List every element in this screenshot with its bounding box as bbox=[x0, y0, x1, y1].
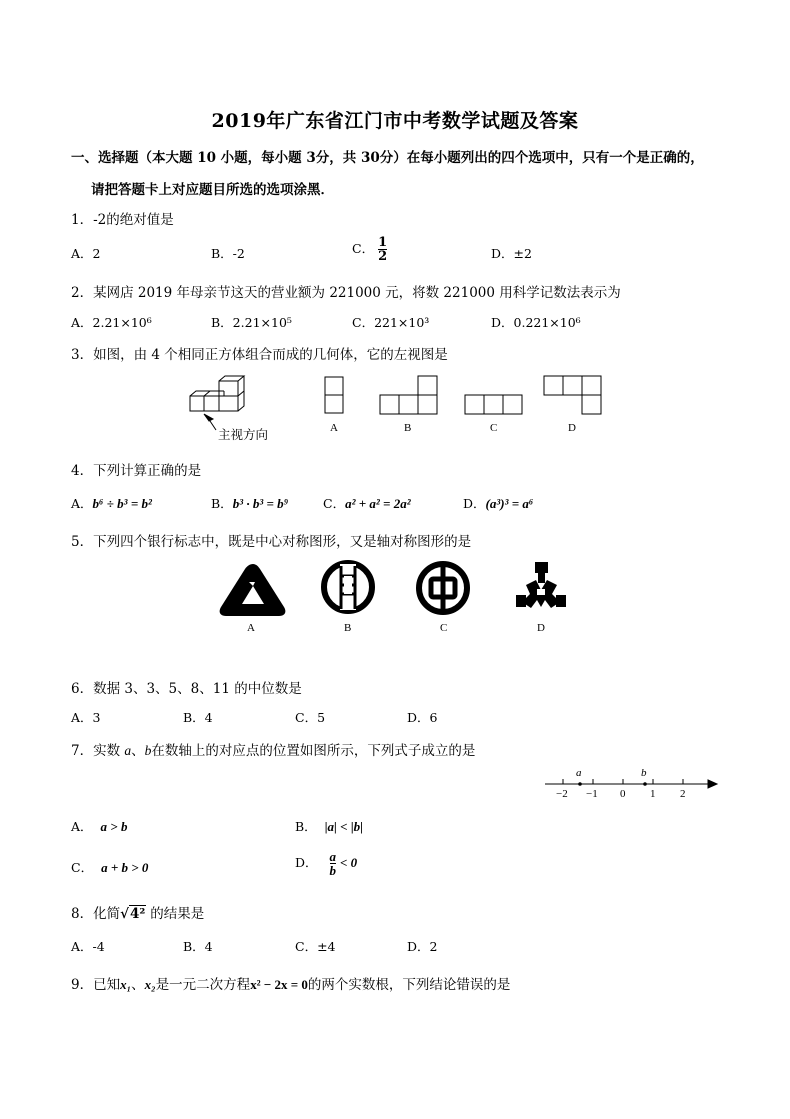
q5-label-a: A bbox=[247, 622, 255, 634]
fraction-denominator: b bbox=[329, 863, 337, 878]
q8-stem-post: 的结果是 bbox=[150, 906, 205, 922]
q1-stem: 1．-2的绝对值是 bbox=[71, 212, 174, 228]
q9-sep: 、 bbox=[131, 977, 145, 993]
q9-stem-post: 的两个实数根，下列结论错误的是 bbox=[307, 977, 511, 993]
q1-option-c-prefix: C． bbox=[352, 241, 375, 256]
page-title: 2019年广东省江门市中考数学试题及答案 bbox=[211, 110, 579, 132]
q2-option-d: D．0.221×10⁶ bbox=[491, 315, 581, 330]
section-heading-cont: 请把答题卡上对应题目所选的选项涂黑． bbox=[91, 182, 334, 198]
q7-var-b: b bbox=[144, 743, 152, 758]
q9-mid: 是一元二次方程 bbox=[155, 977, 251, 993]
q7-option-a-prefix: A． bbox=[71, 819, 93, 834]
q9-x1: x₁ bbox=[120, 977, 132, 992]
q2-option-a: A．2.21×10⁶ bbox=[71, 315, 152, 330]
q5-stem: 5．下列四个银行标志中，既是中心对称图形，又是轴对称图形的是 bbox=[71, 534, 472, 550]
q1-option-d: D．±2 bbox=[491, 246, 532, 261]
section-heading: 一、选择题（本大题 10 小题，每小题 3分，共 30分）在每小题列出的四个选项中，只有一个是正确的， bbox=[71, 150, 704, 166]
number-line-point-a: a bbox=[576, 767, 582, 779]
q7-stem-post: 在数轴上的对应点的位置如图所示，下列式子成立的是 bbox=[151, 743, 476, 759]
q6-option-d: D．6 bbox=[407, 710, 438, 725]
q4-option-d-prefix: D． bbox=[463, 496, 486, 511]
q8-option-d: D．2 bbox=[407, 939, 438, 954]
q7-option-c-prefix: C． bbox=[71, 860, 94, 875]
axis-tick-2: 2 bbox=[680, 788, 686, 800]
q7-option-d-rest: < 0 bbox=[340, 855, 358, 870]
q7-option-d-prefix: D． bbox=[295, 855, 318, 870]
q9-stem bbox=[71, 973, 510, 993]
q7-option-c bbox=[71, 858, 148, 876]
q7-sep: 、 bbox=[131, 743, 145, 759]
q2-option-c: C．221×10³ bbox=[352, 315, 430, 330]
q4-option-a-prefix: A． bbox=[71, 496, 93, 511]
q5-label-d: D bbox=[537, 622, 545, 634]
q4-option-a-expr: b⁶ ÷ b³ = b² bbox=[92, 496, 152, 511]
q3-label-d: D bbox=[568, 422, 576, 434]
point-b-marker bbox=[643, 782, 647, 786]
q6-option-a: A．3 bbox=[71, 710, 101, 725]
q5-label-b: B bbox=[344, 622, 352, 634]
front-view-label: 主视方向 bbox=[218, 427, 269, 442]
q6-option-c: C．5 bbox=[295, 710, 326, 725]
axis-tick-1: 1 bbox=[650, 788, 656, 800]
q3-label-a: A bbox=[330, 422, 338, 434]
axis-tick-neg2: −2 bbox=[556, 788, 568, 800]
q7-option-a-expr: a > b bbox=[100, 819, 128, 834]
q4-option-d-expr: (a³)³ = a⁶ bbox=[485, 496, 534, 511]
fraction-denominator: 2 bbox=[378, 249, 388, 264]
q6-stem: 6．数据 3、3、5、8、11 的中位数是 bbox=[71, 681, 302, 697]
q7-option-b bbox=[295, 817, 363, 835]
q3-label-b: B bbox=[404, 422, 412, 434]
q3-stem: 3．如图，由 4 个相同正方体组合而成的几何体，它的左视图是 bbox=[71, 347, 448, 363]
q1-option-b: B．-2 bbox=[211, 246, 245, 261]
q7-option-b-expr: |a| < |b| bbox=[324, 819, 364, 834]
q7-option-c-expr: a + b > 0 bbox=[101, 860, 149, 875]
q4-stem: 4．下列计算正确的是 bbox=[71, 463, 202, 479]
q7-var-a: a bbox=[124, 743, 132, 758]
q3-label-c: C bbox=[490, 422, 498, 434]
q7-option-d-fraction bbox=[330, 850, 337, 877]
q4-option-b-prefix: B． bbox=[211, 496, 233, 511]
q8-option-a: A．-4 bbox=[71, 939, 105, 954]
q8-option-c: C．±4 bbox=[295, 939, 336, 954]
q8-stem bbox=[71, 902, 204, 922]
q7-option-a bbox=[71, 817, 127, 835]
q4-option-c-expr: a² + a² = 2a² bbox=[345, 496, 411, 511]
q8-option-b: B．4 bbox=[183, 939, 213, 954]
point-a-marker bbox=[578, 782, 582, 786]
fraction-numerator: a bbox=[329, 849, 337, 864]
q8-radicand: 4² bbox=[129, 906, 146, 922]
q8-stem-pre: 8．化简 bbox=[71, 906, 121, 922]
sqrt-sign-icon: √ bbox=[120, 906, 129, 922]
q2-stem: 2．某网店 2019 年母亲节这天的营业额为 221000 元，将数 221000 用科学记数法表示为 bbox=[71, 285, 621, 301]
q4-option-c-prefix: C． bbox=[323, 496, 346, 511]
q9-x2: x₂ bbox=[144, 977, 156, 992]
q7-option-b-prefix: B． bbox=[295, 819, 317, 834]
axis-tick-0: 0 bbox=[620, 788, 626, 800]
q7-option-d bbox=[295, 850, 357, 877]
q4-option-b-expr: b³ · b³ = b⁹ bbox=[232, 496, 289, 511]
number-line-point-b: b bbox=[641, 767, 647, 779]
q6-option-b: B．4 bbox=[183, 710, 213, 725]
q9-equation: x² − 2x = 0 bbox=[250, 977, 308, 992]
fraction-numerator: 1 bbox=[378, 235, 388, 250]
q7-stem-pre: 7．实数 bbox=[71, 743, 125, 759]
q9-stem-pre: 9．已知 bbox=[71, 977, 121, 993]
axis-tick-neg1: −1 bbox=[586, 788, 598, 800]
q1-option-a: A．2 bbox=[71, 246, 101, 261]
q5-label-c: C bbox=[440, 622, 448, 634]
q2-option-b: B．2.21×10⁵ bbox=[211, 315, 292, 330]
